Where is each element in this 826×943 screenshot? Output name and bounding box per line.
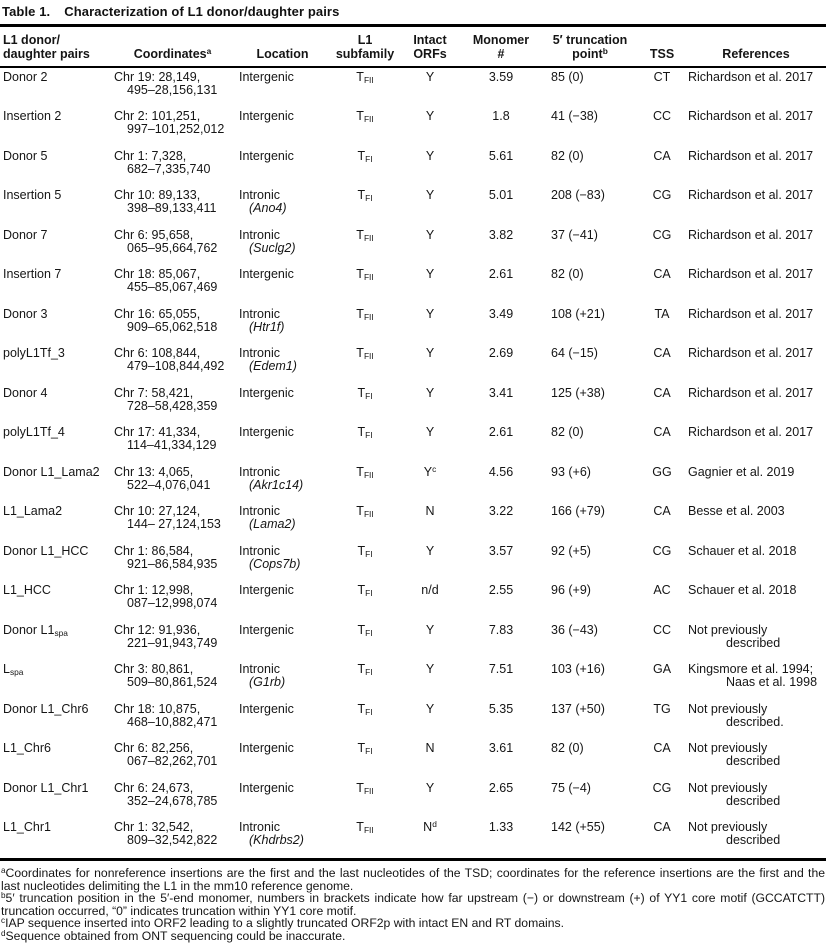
cell-monomer: 5.61	[488, 148, 514, 163]
cell-truncation: 93 (+6)	[551, 464, 591, 479]
cell-location: Intergenic	[239, 622, 294, 637]
cell-tss: TG	[653, 701, 671, 716]
cell-truncation: 64 (−15)	[551, 346, 598, 360]
cell-subfamily: $T_{FI}$	[357, 425, 373, 440]
cell-subfamily: $T_{FII}$	[356, 306, 374, 322]
cell-subfamily: $T_{FII}$	[356, 346, 374, 361]
table-row	[0, 384, 826, 424]
cell-reference: Schauer et al. 2018	[688, 583, 797, 597]
cell-subfamily: $T_{FI}$	[357, 662, 373, 677]
cell-coordinates: Chr 17: 41,334, 114–41,334,129	[114, 425, 217, 452]
column-header-location: Location	[235, 27, 330, 67]
l1-pairs-table	[0, 27, 826, 861]
column-header-subfamily: L1 subfamily	[330, 27, 400, 67]
header-row	[0, 27, 826, 67]
cell-reference: Richardson et al. 2017	[688, 148, 814, 163]
cell-monomer: 3.41	[488, 385, 514, 400]
cell-pair-name: Donor 2	[3, 69, 48, 84]
cell-truncation: 166 (+79)	[551, 504, 605, 518]
cell-pair-name: L1_Lama2	[3, 504, 63, 518]
table-row	[0, 819, 826, 860]
cell-location: Intronic (Edem1)	[239, 346, 297, 373]
cell-reference: Richardson et al. 2017	[688, 385, 814, 400]
table-row	[0, 463, 826, 503]
cell-coordinates: Chr 10: 89,133, 398–89,133,411	[114, 188, 217, 215]
cell-reference: Richardson et al. 2017	[688, 267, 814, 281]
cell-subfamily: $T_{FII}$	[356, 820, 374, 835]
cell-intact-orfs: Y	[425, 425, 435, 439]
cell-location: Intronic (Khdrbs2)	[239, 820, 304, 847]
cell-coordinates: Chr 13: 4,065, 522–4,076,041	[114, 464, 211, 492]
cell-coordinates: Chr 7: 58,421, 728–58,428,359	[114, 385, 218, 413]
cell-location: Intronic (Lama2)	[239, 504, 296, 531]
cell-tss: CT	[653, 69, 671, 84]
cell-monomer: 4.56	[488, 464, 514, 479]
cell-pair-name: Donor 7	[3, 227, 48, 242]
table-row	[0, 67, 826, 108]
table-body	[0, 67, 826, 860]
cell-tss: CA	[653, 148, 671, 163]
cell-reference: Richardson et al. 2017	[688, 227, 814, 242]
cell-intact-orfs: Y	[425, 780, 435, 795]
table-row	[0, 700, 826, 740]
table-row	[0, 424, 826, 464]
cell-intact-orfs: n/d	[421, 583, 439, 597]
cell-monomer: 3.82	[488, 227, 514, 242]
cell-truncation: 208 (−83)	[551, 188, 605, 202]
cell-tss: TA	[654, 306, 670, 321]
column-header-monomer: Monomer #	[460, 27, 542, 67]
cell-tss: CA	[653, 820, 671, 834]
footnote-a: $^a$Coordinates for nonreference insertions are the first and the last nucleotides of the TSD; coordinates for the reference insertions are the first and the last nucleotides delimiting the L1 in the mm10 reference genome.	[1, 866, 825, 893]
table-row	[0, 621, 826, 661]
cell-reference: Richardson et al. 2017	[688, 188, 814, 202]
cell-monomer: 2.55	[488, 583, 514, 597]
cell-monomer: 3.59	[488, 69, 514, 84]
cell-pair-name: Donor L1_Lama2	[3, 464, 100, 479]
cell-truncation: 92 (+5)	[551, 543, 591, 558]
cell-location: Intergenic	[239, 741, 294, 755]
table-caption: Characterization of L1 donor/daughter pairs	[64, 4, 340, 19]
cell-subfamily: $T_{FII}$	[356, 227, 374, 243]
cell-tss: CA	[653, 346, 671, 360]
cell-location: Intergenic	[239, 148, 294, 163]
table-row	[0, 226, 826, 266]
footnote-b: $^b$5′ truncation position in the 5′-end monomer, numbers in brackets indicate how far upstream (−) or downstream (+) of YY1 core motif (GCCATCTT) truncation occurred, “0” indicates truncation within YY1 core motif.	[1, 891, 825, 918]
cell-coordinates: Chr 10: 27,124, 144– 27,124,153	[114, 504, 221, 531]
cell-monomer: 7.51	[488, 662, 514, 676]
cell-tss: CA	[653, 267, 671, 281]
cell-location: Intronic (Ano4)	[239, 188, 287, 215]
cell-location: Intronic (Htr1f)	[239, 306, 285, 334]
cell-pair-name: Insertion 7	[3, 267, 62, 281]
cell-coordinates: Chr 2: 101,251, 997–101,252,012	[114, 109, 225, 136]
cell-pair-name: L1_HCC	[3, 583, 51, 597]
cell-coordinates: Chr 1: 86,584, 921–86,584,935	[114, 543, 218, 571]
cell-tss: CC	[652, 622, 672, 637]
table-row	[0, 266, 826, 306]
cell-reference: Richardson et al. 2017	[688, 425, 814, 439]
cell-subfamily: $T_{FII}$	[356, 464, 374, 480]
cell-intact-orfs: Y	[425, 346, 435, 360]
cell-pair-name: L1_Chr1	[3, 820, 51, 834]
column-header-truncation: 5′ truncation point$^b$	[542, 27, 638, 67]
cell-tss: AC	[653, 583, 671, 597]
cell-reference: Not previously described	[688, 820, 781, 847]
cell-pair-name: Insertion 2	[3, 109, 62, 123]
cell-intact-orfs: N	[425, 741, 435, 755]
cell-pair-name: Donor L1_HCC	[3, 543, 89, 558]
cell-subfamily: $T_{FI}$	[357, 622, 373, 638]
cell-coordinates: Chr 16: 65,055, 909–65,062,518	[114, 306, 218, 334]
cell-pair-name: Donor L1_Chr1	[3, 780, 89, 795]
cell-location: Intergenic	[239, 701, 294, 716]
cell-location: Intergenic	[239, 425, 294, 439]
cell-truncation: 96 (+9)	[551, 583, 591, 597]
cell-tss: GA	[652, 662, 672, 676]
cell-coordinates: Chr 18: 85,067, 455–85,067,469	[114, 267, 218, 294]
cell-truncation: 142 (+55)	[551, 820, 605, 834]
cell-subfamily: $T_{FI}$	[357, 741, 373, 756]
table-number: Table 1.	[2, 4, 51, 19]
cell-location: Intronic (Akr1c14)	[239, 464, 304, 492]
cell-location: Intergenic	[239, 780, 294, 795]
cell-location: Intronic (Cops7b)	[239, 543, 301, 571]
cell-truncation: 75 (−4)	[551, 780, 591, 795]
cell-coordinates: Chr 12: 91,936, 221–91,943,749	[114, 622, 218, 650]
cell-coordinates: Chr 3: 80,861, 509–80,861,524	[114, 662, 218, 689]
cell-reference: Gagnier et al. 2019	[688, 464, 795, 479]
cell-pair-name: Insertion 5	[3, 188, 62, 202]
cell-monomer: 3.57	[488, 543, 514, 558]
cell-pair-name: polyL1Tf_4	[3, 425, 65, 439]
cell-monomer: 3.49	[488, 306, 514, 321]
column-header-pairs: L1 donor/ daughter pairs	[0, 27, 110, 67]
cell-intact-orfs: Y	[425, 701, 435, 716]
cell-reference: Richardson et al. 2017	[688, 109, 814, 123]
cell-tss: CA	[653, 504, 671, 518]
cell-pair-name: $L_{spa}$	[3, 662, 24, 677]
cell-subfamily: $T_{FII}$	[356, 109, 374, 124]
cell-intact-orfs: Y	[425, 385, 435, 400]
table-row	[0, 582, 826, 622]
cell-tss: CG	[652, 188, 672, 202]
cell-tss: CA	[653, 385, 671, 400]
cell-subfamily: $T_{FI}$	[357, 385, 373, 401]
cell-truncation: 108 (+21)	[551, 306, 605, 321]
cell-intact-orfs: $Y^c$	[423, 463, 437, 479]
cell-coordinates: Chr 1: 7,328, 682–7,335,740	[114, 148, 211, 176]
cell-monomer: 2.69	[488, 346, 514, 360]
cell-intact-orfs: Y	[425, 188, 435, 202]
table-row	[0, 345, 826, 385]
cell-truncation: 41 (−38)	[551, 109, 598, 123]
cell-intact-orfs: Y	[425, 306, 435, 321]
cell-reference: Kingsmore et al. 1994; Naas et al. 1998	[688, 662, 818, 689]
cell-reference: Richardson et al. 2017	[688, 306, 814, 321]
cell-reference: Besse et al. 2003	[688, 504, 785, 518]
cell-truncation: 82 (0)	[551, 741, 584, 755]
column-header-intact-orfs: Intact ORFs	[400, 27, 460, 67]
cell-location: Intergenic	[239, 109, 294, 123]
cell-pair-name: polyL1Tf_3	[3, 346, 65, 360]
cell-reference: Not previously described	[688, 741, 781, 768]
cell-truncation: 103 (+16)	[551, 662, 605, 676]
cell-truncation: 85 (0)	[551, 69, 584, 84]
cell-truncation: 36 (−43)	[551, 622, 598, 637]
cell-pair-name: L1_Chr6	[3, 741, 51, 755]
table-row	[0, 147, 826, 187]
cell-location: Intronic (G1rb)	[239, 662, 286, 689]
cell-truncation: 125 (+38)	[551, 385, 605, 400]
footnote-d: $^d$Sequence obtained from ONT sequencing could be inaccurate.	[1, 928, 346, 943]
cell-subfamily: $T_{FI}$	[357, 701, 373, 717]
cell-location: Intronic (Suclg2)	[239, 227, 296, 255]
cell-coordinates: Chr 19: 28,149, 495–28,156,131	[114, 69, 218, 97]
cell-pair-name: Donor 3	[3, 306, 48, 321]
cell-monomer: 3.61	[488, 741, 514, 755]
cell-monomer: 5.01	[488, 188, 514, 202]
cell-tss: GG	[652, 464, 672, 479]
cell-reference: Not previously described	[688, 622, 781, 650]
footnote-c: $^c$IAP sequence inserted into ORF2 leading to a slightly truncated ORF2p with intact EN and RT domains.	[1, 916, 564, 931]
cell-subfamily: $T_{FI}$	[357, 543, 373, 559]
cell-coordinates: Chr 1: 32,542, 809–32,542,822	[114, 820, 218, 847]
cell-monomer: 1.33	[488, 820, 514, 834]
table-row	[0, 305, 826, 345]
cell-coordinates: Chr 6: 95,658, 065–95,664,762	[114, 227, 218, 255]
cell-intact-orfs: Y	[425, 622, 435, 637]
cell-tss: CA	[653, 425, 671, 439]
cell-monomer: 2.61	[488, 267, 514, 281]
table-title	[0, 0, 826, 27]
cell-reference: Not previously described	[688, 780, 781, 808]
table-row	[0, 661, 826, 701]
cell-monomer: 7.83	[488, 622, 514, 637]
cell-coordinates: Chr 18: 10,875, 468–10,882,471	[114, 701, 218, 729]
cell-pair-name: Donor 4	[3, 385, 48, 400]
cell-coordinates: Chr 6: 82,256, 067–82,262,701	[114, 741, 218, 768]
cell-subfamily: $T_{FI}$	[357, 188, 373, 203]
cell-intact-orfs: Y	[425, 267, 435, 281]
cell-coordinates: Chr 1: 12,998, 087–12,998,074	[114, 583, 218, 610]
cell-subfamily: $T_{FI}$	[357, 583, 373, 598]
cell-intact-orfs: Y	[425, 543, 435, 558]
cell-reference: Richardson et al. 2017	[688, 69, 814, 84]
cell-monomer: 5.35	[488, 701, 514, 716]
cell-tss: CG	[652, 543, 672, 558]
cell-subfamily: $T_{FII}$	[356, 267, 374, 282]
cell-truncation: 37 (−41)	[551, 227, 598, 242]
cell-pair-name: Donor 5	[3, 148, 48, 163]
cell-subfamily: $T_{FII}$	[356, 780, 374, 796]
cell-intact-orfs: Y	[425, 662, 435, 676]
cell-subfamily: $T_{FI}$	[357, 148, 373, 164]
cell-tss: CC	[652, 109, 672, 123]
cell-coordinates: Chr 6: 108,844, 479–108,844,492	[114, 346, 225, 373]
cell-location: Intergenic	[239, 385, 294, 400]
cell-intact-orfs: Y	[425, 227, 435, 242]
table-row	[0, 740, 826, 780]
column-header-coordinates: Coordinates$^a$	[110, 27, 235, 67]
table-row	[0, 503, 826, 543]
cell-location: Intergenic	[239, 583, 294, 597]
cell-subfamily: $T_{FII}$	[356, 69, 374, 85]
cell-truncation: 82 (0)	[551, 267, 584, 281]
cell-subfamily: $T_{FII}$	[356, 504, 374, 519]
cell-monomer: 2.61	[488, 425, 514, 439]
cell-truncation: 82 (0)	[551, 148, 584, 163]
cell-truncation: 137 (+50)	[551, 701, 605, 716]
cell-location: Intergenic	[239, 69, 294, 84]
cell-coordinates: Chr 6: 24,673, 352–24,678,785	[114, 780, 218, 808]
cell-monomer: 3.22	[488, 504, 514, 518]
cell-pair-name: Donor $L1_{spa}$	[3, 622, 68, 638]
cell-reference: Schauer et al. 2018	[688, 543, 797, 558]
cell-pair-name: Donor L1_Chr6	[3, 701, 89, 716]
cell-tss: CG	[652, 780, 672, 795]
cell-reference: Not previously described.	[688, 701, 784, 729]
footnotes	[0, 861, 826, 943]
cell-truncation: 82 (0)	[551, 425, 584, 439]
cell-tss: CG	[652, 227, 672, 242]
cell-reference: Richardson et al. 2017	[688, 346, 814, 360]
cell-intact-orfs: $N^d$	[423, 819, 437, 834]
cell-intact-orfs: Y	[425, 109, 435, 123]
cell-intact-orfs: Y	[425, 69, 435, 84]
table-row	[0, 108, 826, 148]
cell-monomer: 1.8	[492, 109, 510, 123]
cell-location: Intergenic	[239, 267, 294, 281]
column-header-references: References	[686, 27, 826, 67]
table-row	[0, 542, 826, 582]
cell-tss: CA	[653, 741, 671, 755]
table-row	[0, 779, 826, 819]
column-header-tss: TSS	[638, 27, 686, 67]
table-row	[0, 187, 826, 227]
cell-intact-orfs: Y	[425, 148, 435, 163]
cell-monomer: 2.65	[488, 780, 514, 795]
cell-intact-orfs: N	[425, 504, 435, 518]
